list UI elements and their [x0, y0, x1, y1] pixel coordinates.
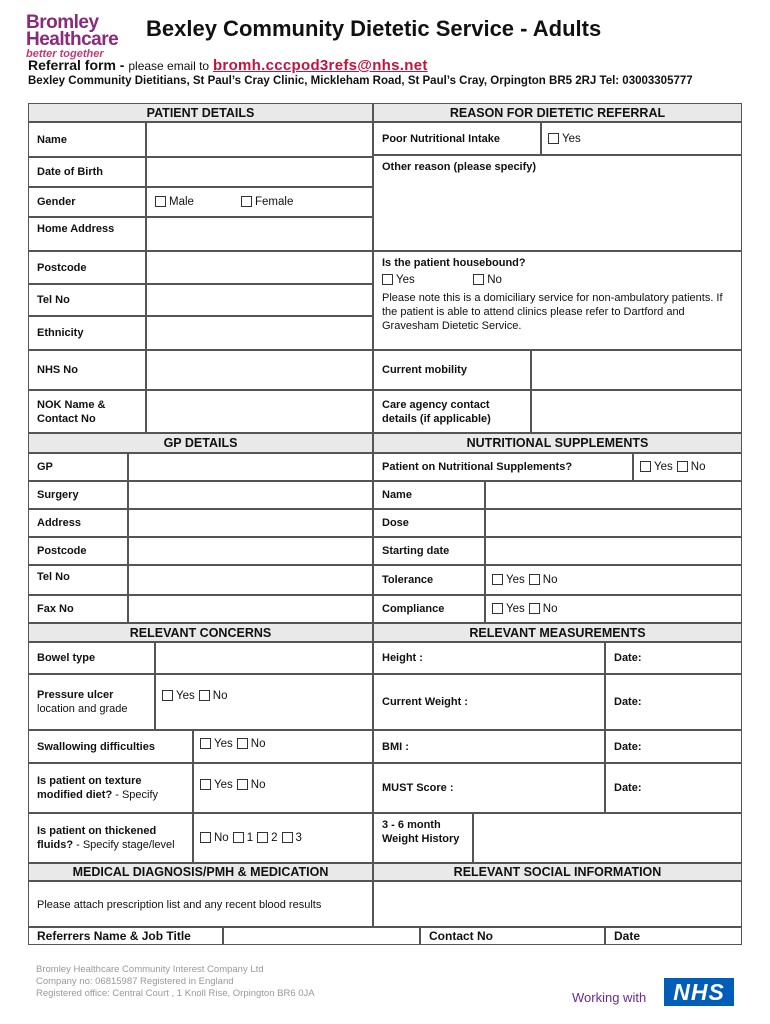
logo-text-healthcare: Healthcare	[26, 29, 119, 50]
thickened-no-checkbox[interactable]	[200, 832, 211, 843]
input-nok[interactable]	[146, 390, 373, 433]
input-date-of-birth[interactable]	[146, 157, 373, 187]
label-home-address: Home Address	[28, 217, 146, 251]
label-gp: GP	[28, 453, 128, 481]
thickened-no-option[interactable]	[200, 831, 229, 845]
label-thickened-fluids	[28, 813, 193, 863]
section-medical-diagnosis: MEDICAL DIAGNOSIS/PMH & MEDICATION	[28, 863, 373, 881]
label-care-agency: Care agency contact details (if applicable)	[373, 390, 531, 433]
input-starting-date[interactable]	[485, 537, 742, 565]
tolerance-yes-checkbox[interactable]	[492, 574, 503, 585]
bmi-date[interactable]: Date:	[605, 730, 742, 763]
label-current-mobility: Current mobility	[373, 350, 531, 390]
female-checkbox[interactable]	[241, 196, 252, 207]
input-gp-address[interactable]	[128, 509, 373, 537]
housebound-options	[382, 273, 733, 287]
swallowing-no-label: No	[250, 738, 266, 750]
label-patient-postcode: Postcode	[28, 251, 146, 284]
section-relevant-concerns: RELEVANT CONCERNS	[28, 623, 373, 642]
label-other-reason: Other reason (please specify)	[382, 161, 537, 173]
label-housebound: Is the patient housebound?	[382, 257, 526, 269]
referral-form	[28, 103, 742, 945]
supplements-yes-option[interactable]	[640, 460, 673, 474]
input-weight-history[interactable]	[473, 813, 742, 863]
bromley-healthcare-logo	[26, 14, 138, 60]
pressure-ulcer-yes-checkbox[interactable]	[162, 690, 173, 701]
pressure-ulcer-no-option[interactable]	[199, 689, 228, 703]
label-gp-fax: Fax No	[28, 595, 128, 623]
thickened-fluids-title: Is patient on thickened fluids?	[37, 825, 157, 851]
input-referrer-name[interactable]	[223, 927, 420, 945]
texture-yes-label: Yes	[214, 779, 233, 791]
texture-no-checkbox[interactable]	[237, 779, 248, 790]
supplements-no-option[interactable]	[677, 460, 706, 474]
section-reason-referral: REASON FOR DIETETIC REFERRAL	[373, 103, 742, 122]
label-tolerance: Tolerance	[373, 565, 485, 595]
other-reason-box[interactable]	[373, 155, 742, 251]
label-patient-tel: Tel No	[28, 284, 146, 316]
thickened-2-label: 2	[271, 832, 278, 844]
male-checkbox[interactable]	[155, 196, 166, 207]
thickened-3-label: 3	[295, 832, 302, 844]
swallowing-yes-label: Yes	[214, 738, 233, 750]
thickened-2-checkbox[interactable]	[257, 832, 268, 843]
male-label: Male	[169, 196, 194, 208]
referral-email-intro: please email to	[128, 59, 210, 73]
housebound-yes-checkbox[interactable]	[382, 274, 393, 285]
label-gp-postcode: Postcode	[28, 537, 128, 565]
texture-diet-subtitle: - Specify	[115, 789, 159, 801]
diagnosis-note: Please attach prescription list and any recent blood results	[37, 899, 322, 911]
tolerance-yes-label: Yes	[506, 574, 525, 586]
label-surgery: Surgery	[28, 481, 128, 509]
pressure-ulcer-no-label: No	[212, 690, 228, 702]
label-must-score: MUST Score :	[373, 763, 605, 813]
input-gp[interactable]	[128, 453, 373, 481]
input-social-information[interactable]	[373, 881, 742, 927]
input-surgery[interactable]	[128, 481, 373, 509]
label-texture-diet	[28, 763, 193, 813]
compliance-yes-label: Yes	[506, 603, 525, 615]
diagnosis-box[interactable]	[28, 881, 373, 927]
weight-date[interactable]: Date:	[605, 674, 742, 730]
thickened-3-checkbox[interactable]	[282, 832, 293, 843]
texture-no-label: No	[250, 779, 266, 791]
input-supplement-name[interactable]	[485, 481, 742, 509]
page-title: Bexley Community Dietetic Service - Adults	[146, 16, 602, 41]
supplements-yes-checkbox[interactable]	[640, 461, 651, 472]
swallowing-no-checkbox[interactable]	[237, 738, 248, 749]
poor-intake-option[interactable]	[541, 122, 742, 155]
housebound-box	[373, 251, 742, 350]
label-gp-tel: Tel No	[28, 565, 128, 595]
housebound-no-checkbox[interactable]	[473, 274, 484, 285]
input-patient-postcode[interactable]	[146, 251, 373, 284]
compliance-no-checkbox[interactable]	[529, 603, 540, 614]
label-swallowing: Swallowing difficulties	[28, 730, 193, 763]
texture-yes-checkbox[interactable]	[200, 779, 211, 790]
logo-text-bromley: Bromley	[26, 12, 99, 33]
label-current-weight: Current Weight :	[373, 674, 605, 730]
label-starting-date: Starting date	[373, 537, 485, 565]
pressure-ulcer-yes-option[interactable]	[162, 689, 195, 703]
tolerance-yes-option[interactable]	[492, 573, 525, 587]
label-contact-no[interactable]: Contact No	[420, 927, 605, 945]
gender-female-option[interactable]	[241, 195, 293, 209]
label-patient-name: Name	[28, 122, 146, 157]
height-date[interactable]: Date:	[605, 642, 742, 674]
texture-diet-title: Is patient on texture modified diet?	[37, 775, 142, 801]
thickened-2-option[interactable]	[257, 831, 277, 845]
tolerance-no-label: No	[542, 574, 558, 586]
tolerance-options	[485, 565, 742, 595]
working-with-text: Working with	[572, 990, 647, 1005]
poor-intake-yes-checkbox[interactable]	[548, 133, 559, 144]
referral-line	[28, 57, 428, 74]
thickened-fluids-options	[193, 813, 373, 863]
input-home-address[interactable]	[146, 217, 373, 251]
supplements-no-checkbox[interactable]	[677, 461, 688, 472]
thickened-3-option[interactable]	[282, 831, 302, 845]
referral-label: Referral form -	[28, 57, 125, 73]
label-gp-address: Address	[28, 509, 128, 537]
label-date-of-birth: Date of Birth	[28, 157, 146, 187]
input-bowel-type[interactable]	[155, 642, 373, 674]
label-gender: Gender	[28, 187, 146, 217]
compliance-no-option[interactable]	[529, 602, 558, 616]
label-nok: NOK Name & Contact No	[28, 390, 146, 433]
input-patient-name[interactable]	[146, 122, 373, 157]
swallowing-options	[193, 730, 373, 763]
section-gp-details: GP DETAILS	[28, 433, 373, 453]
housebound-yes-label: Yes	[396, 274, 415, 286]
label-ethnicity: Ethnicity	[28, 316, 146, 350]
service-address: Bexley Community Dietitians, St Paul’s Cray Clinic, Mickleham Road, St Paul’s Cray, Orpington BR5 2RJ Tel: 03003305777	[28, 75, 693, 87]
label-poor-intake: Poor Nutritional Intake	[373, 122, 541, 155]
thickened-1-checkbox[interactable]	[233, 832, 244, 843]
tolerance-no-checkbox[interactable]	[529, 574, 540, 585]
thickened-1-option[interactable]	[233, 831, 253, 845]
housebound-yes-option[interactable]	[382, 273, 470, 287]
texture-diet-options	[193, 763, 373, 813]
label-weight-history: 3 - 6 month Weight History	[373, 813, 473, 863]
label-compliance: Compliance	[373, 595, 485, 623]
must-date[interactable]: Date:	[605, 763, 742, 813]
referral-email-link[interactable]: bromh.cccpod3refs@nhs.net	[212, 57, 428, 74]
footer-registered-office: Registered office: Central Court , 1 Knoll Rise, Orpington BR6 0JA	[36, 988, 315, 999]
label-referrer-name: Referrers Name & Job Title	[28, 927, 223, 945]
compliance-options	[485, 595, 742, 623]
footer-company-number: Company no: 06815987 Registered in England	[36, 976, 234, 987]
swallowing-no-option[interactable]	[237, 737, 266, 751]
label-supplement-name: Name	[373, 481, 485, 509]
pressure-ulcer-title: Pressure ulcer	[37, 689, 114, 701]
label-nhs-no: NHS No	[28, 350, 146, 390]
input-current-mobility[interactable]	[531, 350, 742, 390]
input-ethnicity[interactable]	[146, 316, 373, 350]
housebound-no-option[interactable]	[473, 274, 502, 286]
input-patient-tel[interactable]	[146, 284, 373, 316]
housebound-no-label: No	[487, 274, 502, 286]
label-date[interactable]: Date	[605, 927, 742, 945]
female-label: Female	[255, 196, 294, 208]
pressure-ulcer-yes-label: Yes	[176, 690, 195, 702]
input-gp-postcode[interactable]	[128, 537, 373, 565]
texture-no-option[interactable]	[237, 778, 266, 792]
poor-intake-yes-label: Yes	[562, 132, 581, 145]
thickened-no-label: No	[214, 832, 229, 844]
pressure-ulcer-subtitle: location and grade	[37, 703, 128, 715]
compliance-yes-option[interactable]	[492, 602, 525, 616]
swallowing-yes-checkbox[interactable]	[200, 738, 211, 749]
nhs-logo: NHS	[664, 978, 734, 1006]
label-bowel-type: Bowel type	[28, 642, 155, 674]
input-nhs-no[interactable]	[146, 350, 373, 390]
company-footer	[36, 964, 315, 1000]
thickened-1-label: 1	[246, 832, 254, 844]
input-supplement-dose[interactable]	[485, 509, 742, 537]
swallowing-yes-option[interactable]	[200, 737, 233, 751]
input-gp-tel[interactable]	[128, 565, 373, 595]
section-patient-details: PATIENT DETAILS	[28, 103, 373, 122]
thickened-fluids-subtitle: - Specify stage/level	[76, 839, 175, 851]
compliance-yes-checkbox[interactable]	[492, 603, 503, 614]
footer-company-name: Bromley Healthcare Community Interest Company Ltd	[36, 964, 264, 975]
domiciliary-note: Please note this is a domiciliary service for non-ambulatory patients. If the patient is able to attend clinics please refer to Dartford and Gravesham Dietetic Service.	[382, 292, 723, 332]
input-care-agency[interactable]	[531, 390, 742, 433]
supplements-yes-label: Yes	[654, 461, 673, 473]
label-height: Height :	[373, 642, 605, 674]
gender-male-option[interactable]	[155, 195, 241, 209]
texture-yes-option[interactable]	[200, 778, 233, 792]
logo-tagline: better together	[26, 48, 104, 60]
tolerance-no-option[interactable]	[529, 573, 558, 587]
supplements-no-label: No	[690, 461, 706, 473]
section-social-information: RELEVANT SOCIAL INFORMATION	[373, 863, 742, 881]
label-on-supplements: Patient on Nutritional Supplements?	[373, 453, 633, 481]
compliance-no-label: No	[542, 603, 558, 615]
label-supplement-dose: Dose	[373, 509, 485, 537]
pressure-ulcer-options	[155, 674, 373, 730]
pressure-ulcer-no-checkbox[interactable]	[199, 690, 210, 701]
label-pressure-ulcer	[28, 674, 155, 730]
section-nutritional-supplements: NUTRITIONAL SUPPLEMENTS	[373, 433, 742, 453]
label-bmi: BMI :	[373, 730, 605, 763]
section-relevant-measurements: RELEVANT MEASUREMENTS	[373, 623, 742, 642]
input-gp-fax[interactable]	[128, 595, 373, 623]
supplements-options	[633, 453, 742, 481]
gender-options	[146, 187, 373, 217]
